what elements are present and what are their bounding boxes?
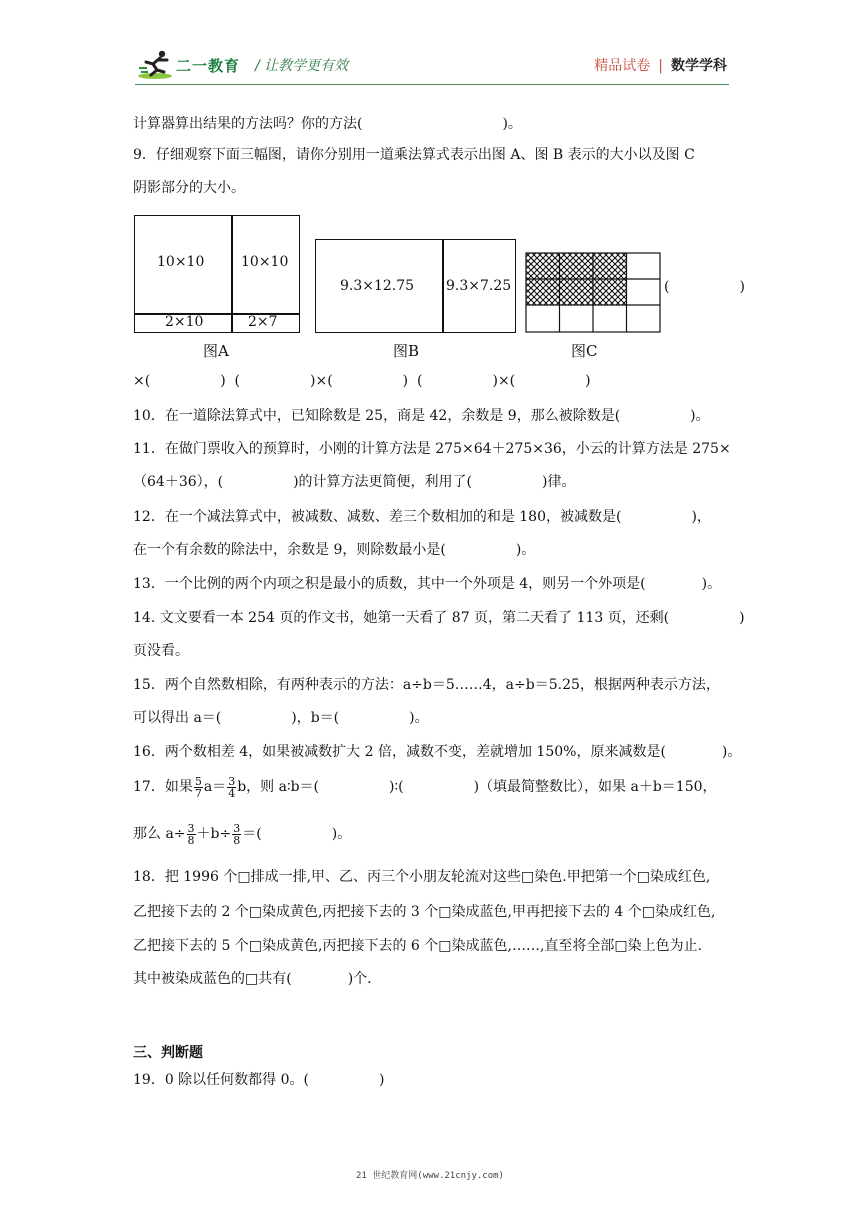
q13: 13．一个比例的两个内项之积是最小的质数，其中一个外项是 4，则另一个外项是( )。 [133, 576, 722, 592]
page-header [0, 0, 860, 90]
header-right [594, 55, 727, 75]
frac-denominator: 4 [228, 786, 236, 800]
figure-a-top-left: 10×10 [157, 254, 205, 270]
q18-line1: 18．把 1996 个□排成一排,甲、乙、丙三个小朋友轮流对这些□染色.甲把第一个□染成红色, [133, 869, 711, 885]
q12-line2: 在一个有余数的除法中，余数是 9，则除数最小是( )。 [133, 542, 536, 558]
logo-text: 二一教育 [176, 57, 241, 75]
frac-denominator: 8 [233, 833, 241, 847]
figure-b-left: 9.3×12.75 [340, 278, 415, 294]
q9-answer-line[interactable]: ×( ) ( )×( ) ( )×( ) [133, 373, 591, 389]
header-divider [135, 84, 729, 85]
q17-prefix: 17．如果 [133, 779, 193, 795]
frac-numerator: 3 [187, 821, 195, 835]
q17-line1 [133, 774, 717, 800]
q11-line2: （64＋36），( )的计算方法更简便，利用了( )律。 [133, 474, 576, 490]
q18-line4: 其中被染成蓝色的□共有( )个. [133, 971, 372, 987]
q18-line2: 乙把接下去的 2 个□染成黄色,丙把接下去的 3 个□染成蓝色,甲再把接下去的 4 个□染成红色, [133, 904, 716, 920]
figure-a-caption: 图A [203, 342, 229, 360]
q17-line1-rest: b，则 a∶b＝( )∶( )（填最简整数比），如果 a＋b＝150， [237, 779, 717, 795]
q15-line1: 15．两个自然数相除，有两种表示的方法：a÷b＝5……4，a÷b＝5.25，根据两种表示方法， [133, 677, 720, 693]
figure-c-grid [525, 252, 661, 333]
frac-numerator: 3 [233, 821, 241, 835]
figure-a-vdivider [231, 215, 233, 333]
fraction-3-8 [232, 823, 241, 846]
q19: 19．0 除以任何数都得 0。( ) [133, 1072, 385, 1088]
q9-line1: 9．仔细观察下面三幅图，请你分别用一道乘法算式表示出图 A、图 B 表示的大小以及图 C [133, 147, 695, 163]
frac-denominator: 7 [194, 786, 202, 800]
q17-line2 [133, 821, 351, 847]
fraction-3-4 [227, 776, 236, 799]
figure-c-answer-blank[interactable]: ( ) [664, 279, 745, 295]
premium-label: 精品试卷 [594, 58, 651, 74]
q17-line2-rest: ＝( )。 [242, 826, 352, 842]
figure-b-right: 9.3×7.25 [446, 278, 512, 294]
frac-numerator: 5 [194, 774, 202, 788]
q17-mid2: ＋b÷ [196, 826, 232, 842]
fraction-3-8 [187, 823, 196, 846]
figure-a-top-right: 10×10 [241, 254, 289, 270]
figure-b-divider [442, 239, 444, 333]
q8-tail: 计算器算出结果的方法吗？你的方法( )。 [133, 116, 522, 132]
page-footer: 21 世纪教育网(www.21cnjy.com) [356, 1171, 504, 1181]
figure-b-caption: 图B [393, 342, 420, 360]
section-heading: 三、判断题 [133, 1045, 203, 1061]
q15-line2: 可以得出 a＝( )，b＝( )。 [133, 710, 429, 726]
header-separator: | [658, 58, 663, 74]
figure-c-caption: 图C [571, 342, 598, 360]
fraction-5-7 [194, 776, 203, 799]
q18-line3: 乙把接下去的 5 个□染成黄色,丙把接下去的 6 个□染成蓝色,……,直至将全部□染上色为止. [133, 938, 703, 954]
q16: 16．两个数相差 4，如果被减数扩大 2 倍，减数不变，差就增加 150%，原来减数是( )。 [133, 744, 742, 760]
q17-line2-prefix: 那么 a÷ [133, 826, 186, 842]
q11-line1: 11．在做门票收入的预算时，小刚的计算方法是 275×64＋275×36，小云的计算方法是 275× [133, 441, 731, 457]
figure-a-bottom-left: 2×10 [165, 314, 204, 330]
slogan: / 让教学更有效 [255, 58, 349, 74]
q14-line1: 14. 文文要看一本 254 页的作文书，她第一天看了 87 页，第二天看了 113 页，还剩( ) [133, 610, 745, 626]
figure-a-bottom-right: 2×7 [248, 314, 278, 330]
running-man-logo-icon [137, 48, 179, 80]
q14-line2: 页没看。 [133, 643, 189, 659]
q10: 10．在一道除法算式中，已知除数是 25，商是 42，余数是 9，那么被除数是( )。 [133, 408, 710, 424]
subject-label: 数学学科 [671, 58, 727, 74]
q17-mid1: a＝ [203, 779, 227, 795]
q9-line2: 阴影部分的大小。 [133, 180, 245, 196]
q12-line1: 12．在一个减法算式中，被减数、减数、差三个数相加的和是 180，被减数是( )， [133, 509, 711, 525]
frac-numerator: 3 [228, 774, 236, 788]
frac-denominator: 8 [187, 833, 195, 847]
